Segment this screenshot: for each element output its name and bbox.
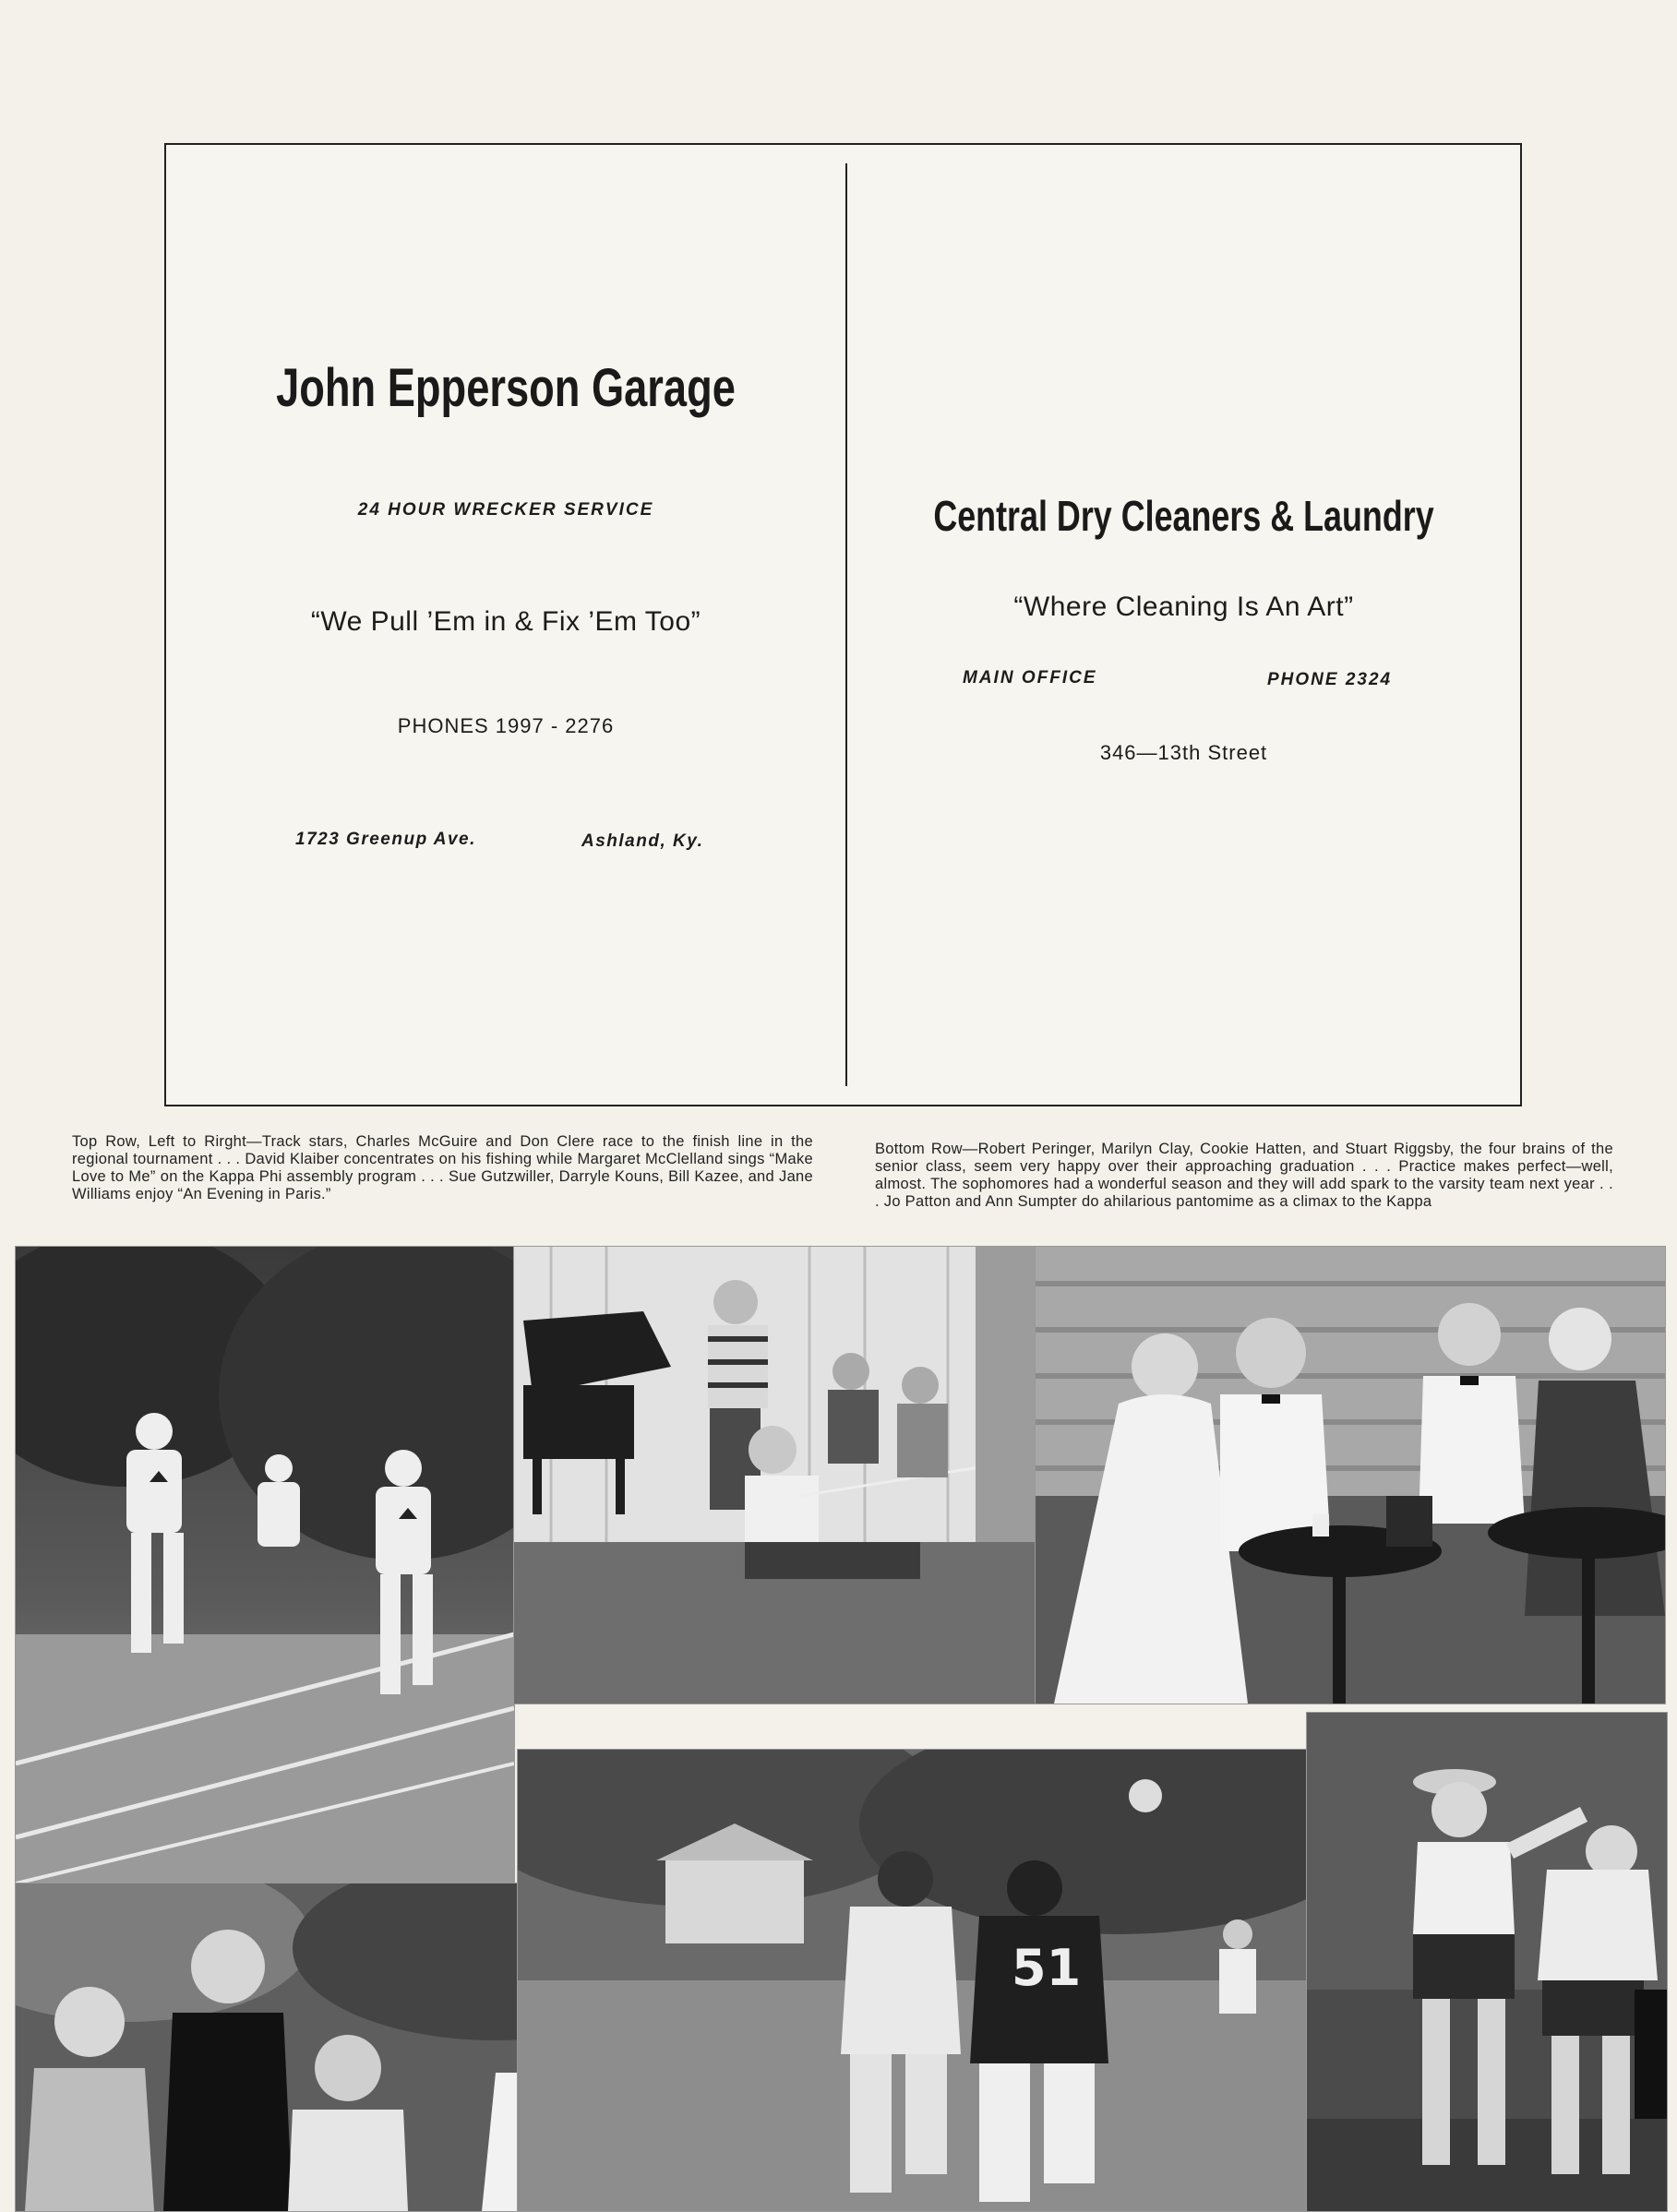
cleaners-title: Central Dry Cleaners & Laundry bbox=[933, 492, 1434, 540]
wrecker-service: 24 HOUR WRECKER SERVICE bbox=[357, 500, 654, 520]
cleaners-slogan: “Where Cleaning Is An Art” bbox=[1013, 592, 1354, 622]
garage-city: Ashland, Ky. bbox=[581, 831, 704, 851]
photo-football-practice bbox=[517, 1749, 1308, 2212]
main-office: MAIN OFFICE bbox=[963, 668, 1097, 688]
garage-address: 1723 Greenup Ave. bbox=[295, 830, 476, 849]
garage-slogan: “We Pull ’Em in & Fix ’Em Too” bbox=[310, 606, 701, 637]
photo-evening-in-paris bbox=[1035, 1246, 1666, 1704]
garage-phones: PHONES 1997 - 2276 bbox=[397, 714, 615, 737]
advertisement-box bbox=[164, 143, 1522, 1106]
cleaners-ad bbox=[847, 145, 1520, 1105]
caption-top-row: Top Row, Left to Rirght—Track stars, Charles McGuire and Don Clere race to the finish line in the regional tournament . . . David Klaiber concentrates on his fishing while Margaret McClelland sings “Make Love to Me” on the Kappa Phi assembly program . . . Sue Gutzwiller, Darryle Kouns, Bill Kazee, and Jane Williams enjoy “An Evening in Paris.” bbox=[72, 1133, 813, 1202]
cleaners-address: 346—13th Street bbox=[1099, 741, 1268, 764]
jersey-number: 51 bbox=[1012, 1939, 1082, 1997]
caption-bottom-row: Bottom Row—Robert Peringer, Marilyn Clay, Cookie Hatten, and Stuart Riggsby, the four brains of the senior class, seem very happy over their approaching graduation . . . Practice makes perfect—well, almost. The sophomores had a wonderful season and they will add spark to the varsity team next year . . . Jo Patton and Ann Sumpter do ahilarious pantomime as a climax to the Kappa bbox=[875, 1141, 1613, 1210]
photo-stage-skit bbox=[513, 1246, 1036, 1704]
cleaners-phone: PHONE 2324 bbox=[1267, 670, 1393, 689]
garage-title: John Epperson Garage bbox=[276, 358, 736, 418]
photo-pantomime bbox=[1306, 1712, 1668, 2212]
photo-track-race bbox=[15, 1246, 515, 1884]
garage-ad bbox=[166, 145, 845, 1105]
